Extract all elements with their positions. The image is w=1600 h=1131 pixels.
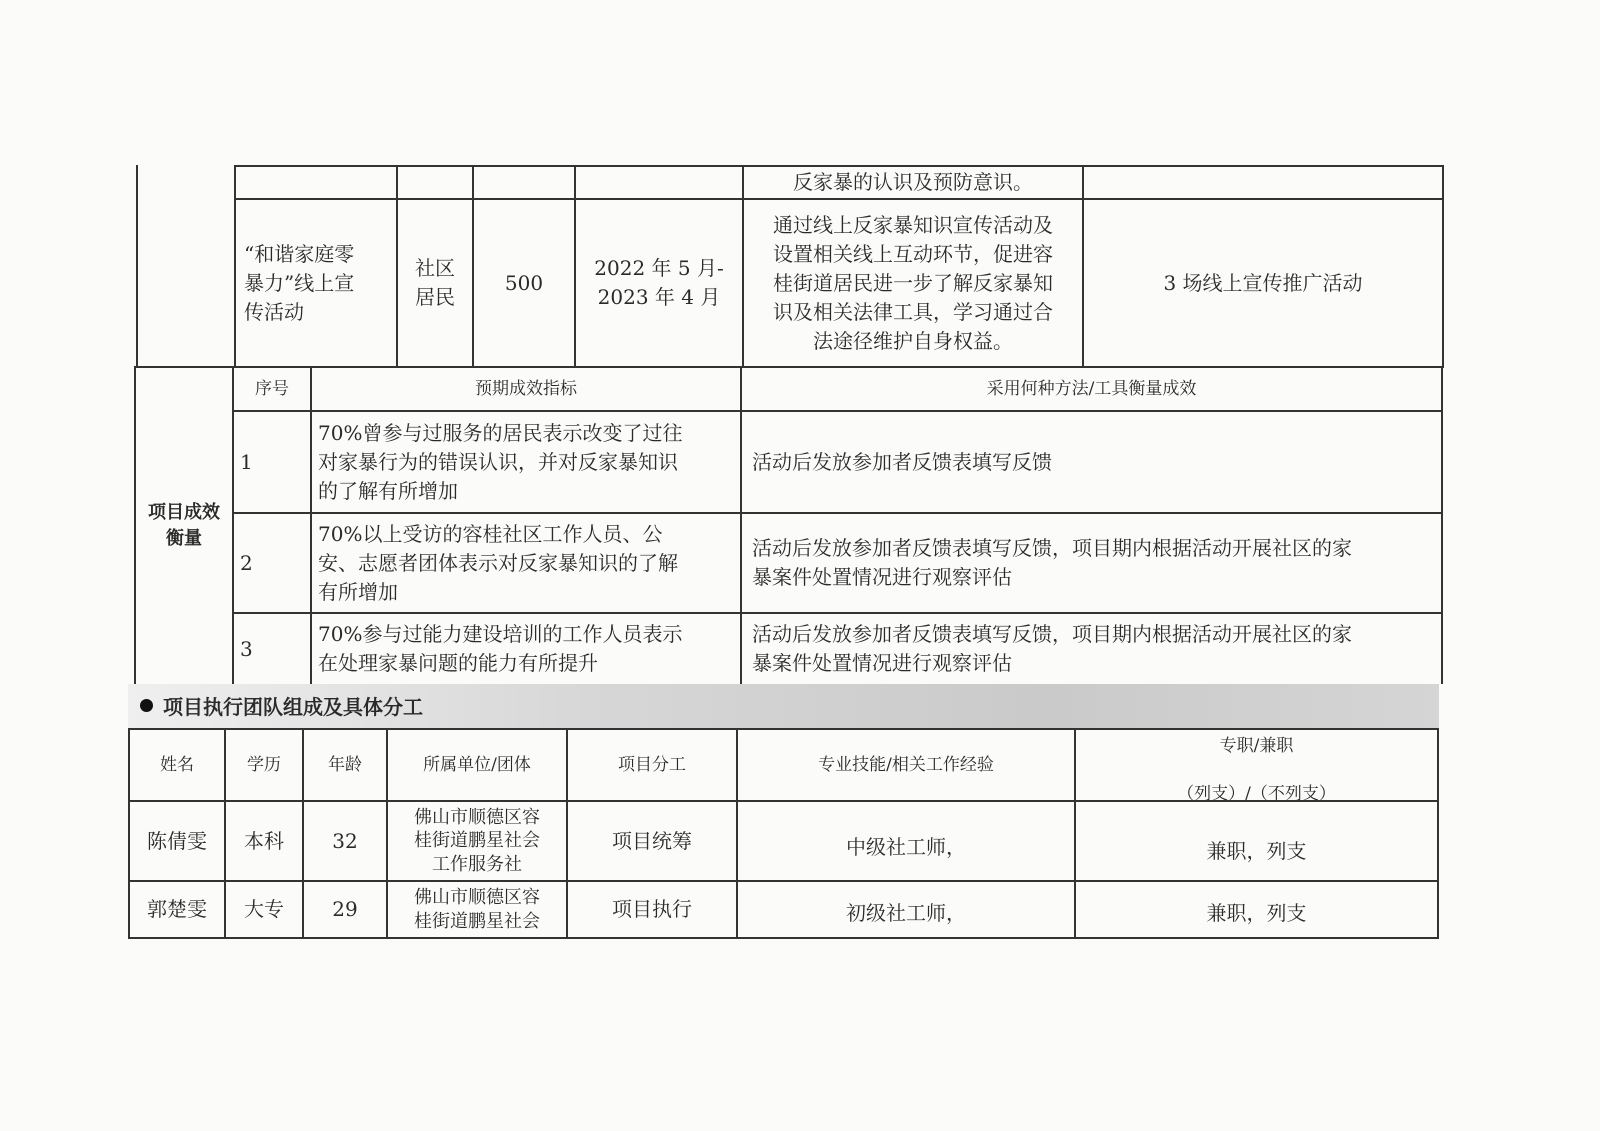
team-member-name: 郭楚雯 (147, 897, 207, 921)
activity-period: 2022 年 5 月- 2023 年 4 月 (594, 256, 724, 309)
activity-content: 通过线上反家暴知识宣传活动及 设置相关线上互动环节，促进容 桂街道居民进一步了解反家暴知 识及相关法律工具，学习通过合 法途径维护自身权益。 (773, 212, 1053, 353)
team-member-role: 项目执行 (612, 897, 692, 921)
team-member-age: 32 (332, 828, 358, 853)
outcome-row-no: 3 (240, 636, 253, 661)
team-header-fulltime-sub: （列支）/（不列支） (1177, 783, 1336, 804)
outcome-row-method: 活动后发放参加者反馈表填写反馈，项目期内根据活动开展社区的家 暴案件处置情况进行观察评估 (752, 536, 1352, 589)
team-member-skills: 中级社工师， (846, 834, 966, 859)
activity-count: 500 (504, 270, 544, 295)
team-member-age: 29 (332, 897, 358, 921)
activity-target: 社区 居民 (415, 256, 455, 309)
prev-row-content: 反家暴的认识及预防意识。 (793, 170, 1033, 194)
outcome-row-method: 活动后发放参加者反馈表填写反馈 (752, 449, 1052, 474)
team-header-skills: 专业技能/相关工作经验 (818, 754, 994, 775)
team-section-heading (140, 686, 423, 724)
team-header-age: 年龄 (328, 754, 362, 775)
team-header-name: 姓名 (160, 754, 194, 775)
outcome-row-no: 1 (240, 449, 253, 474)
outcome-header-indicator: 预期成效指标 (475, 378, 577, 399)
outcome-header-method: 采用何种方法/工具衡量成效 (986, 378, 1197, 399)
team-member-education: 本科 (244, 828, 284, 853)
team-header-fulltime-cell (1076, 730, 1437, 804)
team-header-education: 学历 (247, 754, 281, 775)
outcome-row-indicator: 70%参与过能力建设培训的工作人员表示 在处理家暴问题的能力有所提升 (318, 622, 683, 675)
outcome-header-no: 序号 (255, 378, 289, 399)
activity-output: 3 场线上宣传推广活动 (1163, 270, 1363, 295)
team-member-unit: 佛山市顺德区容 桂街道鹏星社会 工作服务社 (414, 806, 540, 875)
team-member-fulltime: 兼职，列支 (1206, 901, 1307, 925)
team-section-title: 项目执行团队组成及具体分工 (163, 694, 423, 719)
outcome-row-indicator: 70%以上受访的容桂社区工作人员、公 安、志愿者团体表示对反家暴知识的了解 有所增加 (318, 521, 678, 604)
team-header-fulltime: 专职/兼职 (1219, 735, 1294, 756)
team-header-unit: 所属单位/团体 (423, 754, 531, 775)
team-member-fulltime: 兼职，列支 (1206, 838, 1307, 863)
outcome-row-no: 2 (240, 550, 253, 575)
outcome-section-label: 项目成效 衡量 (148, 501, 220, 549)
team-header-role: 项目分工 (618, 754, 686, 775)
outcome-row-indicator: 70%曾参与过服务的居民表示改变了过往 对家暴行为的错误认识，并对反家暴知识 的了解有所增加 (318, 420, 683, 503)
team-member-education: 大专 (244, 897, 284, 921)
team-member-skills: 初级社工师， (846, 901, 966, 925)
outcome-row-method: 活动后发放参加者反馈表填写反馈，项目期内根据活动开展社区的家 暴案件处置情况进行观察评估 (752, 622, 1352, 675)
bullet-icon (140, 699, 153, 712)
team-member-unit: 佛山市顺德区容 桂街道鹏星社会 (414, 887, 540, 932)
team-member-role: 项目统筹 (612, 828, 692, 853)
team-member-name: 陈倩雯 (147, 828, 207, 853)
activity-name: “和谐家庭零 暴力”线上宣 传活动 (244, 241, 355, 324)
